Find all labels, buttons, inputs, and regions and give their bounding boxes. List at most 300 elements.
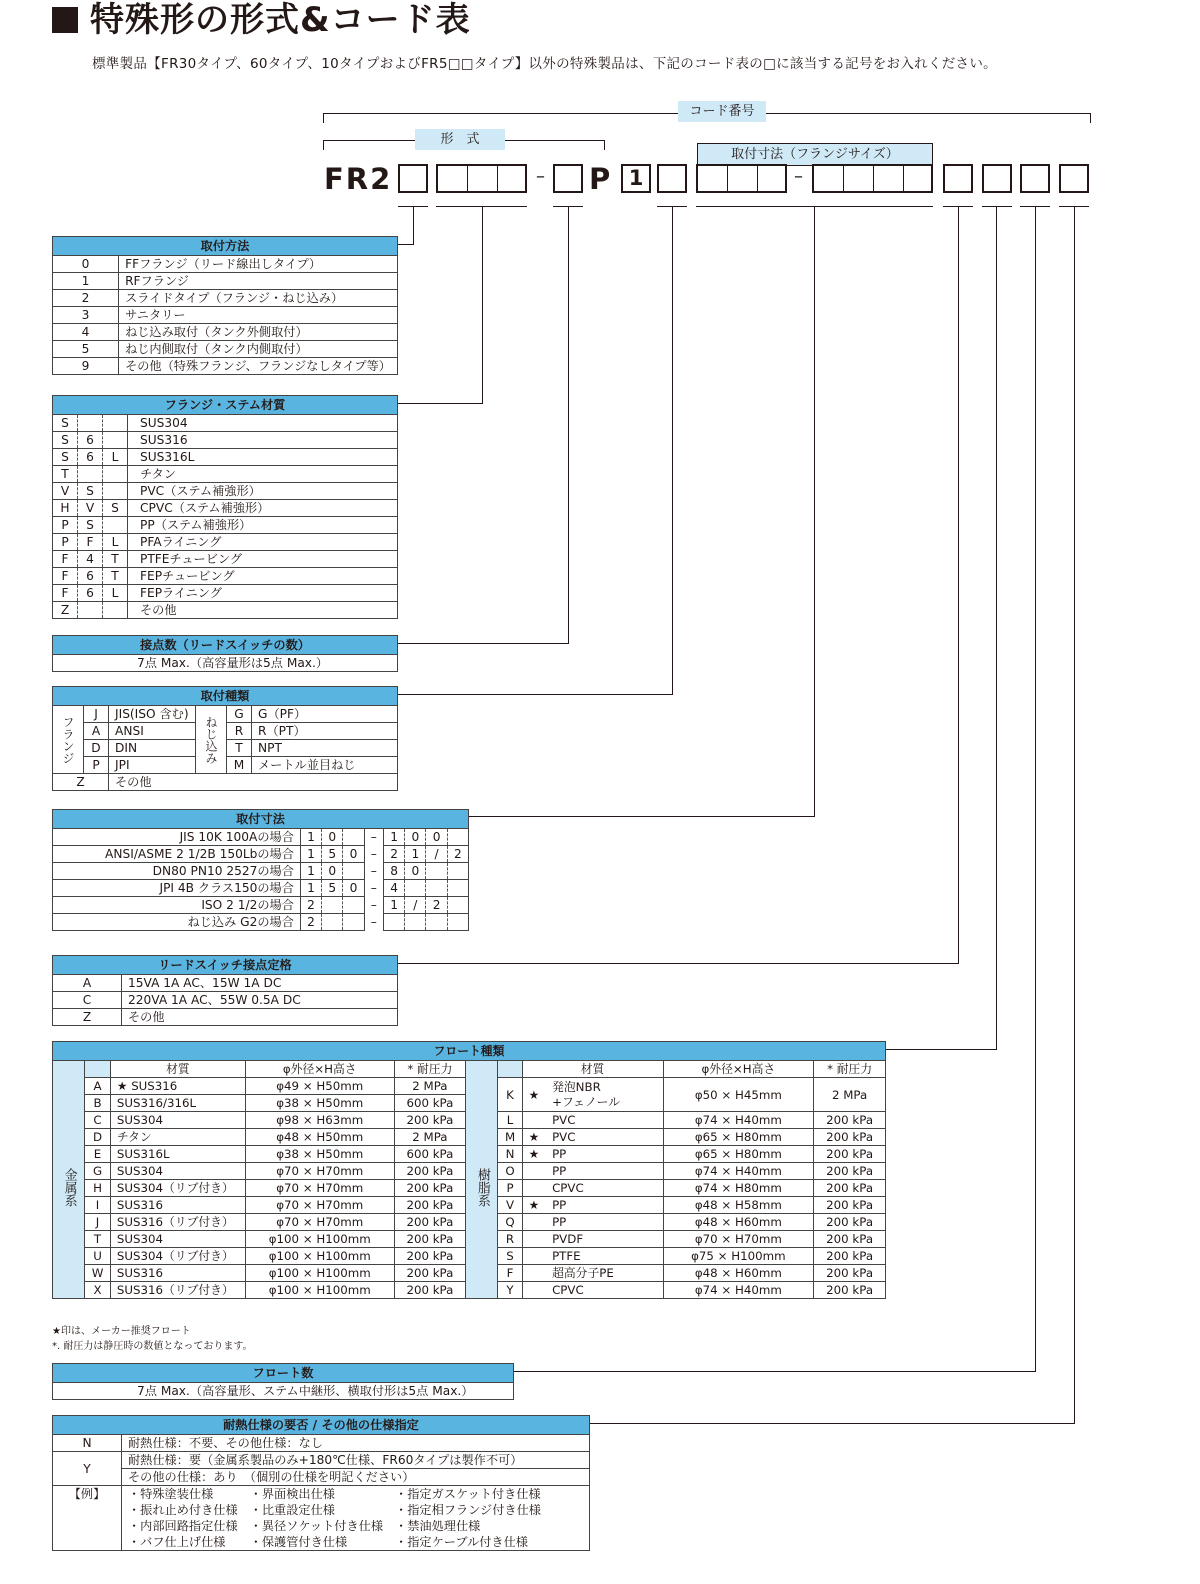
code-cell: Y bbox=[498, 1282, 522, 1299]
pres-cell: 200 kPa bbox=[394, 1282, 466, 1299]
code-cell bbox=[78, 602, 103, 619]
pres-cell: 200 kPa bbox=[394, 1265, 466, 1282]
table-row bbox=[53, 324, 398, 341]
dim-cell bbox=[426, 880, 447, 897]
desc-cell: その他 bbox=[109, 774, 398, 791]
metal-head-pad2 bbox=[85, 1061, 111, 1078]
desc-cell: RFフランジ bbox=[119, 273, 398, 290]
star-icon bbox=[522, 1282, 546, 1299]
dim-cell bbox=[447, 829, 468, 846]
header-size: φ外径×H高さ bbox=[663, 1061, 814, 1078]
code-cell: U bbox=[85, 1248, 111, 1265]
code-box-mount-method bbox=[398, 164, 428, 193]
table-row bbox=[53, 1009, 398, 1026]
desc-cell: G（PF） bbox=[252, 706, 398, 723]
code-cell: N bbox=[498, 1146, 522, 1163]
pres-cell: 200 kPa bbox=[394, 1214, 466, 1231]
code-cell: 6 bbox=[78, 585, 103, 602]
size-cell: φ38 × H50mm bbox=[245, 1146, 394, 1163]
example-item: ・指定ガスケット付き仕様 bbox=[389, 1486, 589, 1503]
size-cell: φ48 × H60mm bbox=[663, 1265, 814, 1282]
desc-cell: 15VA 1A AC、15W 1A DC bbox=[122, 975, 398, 992]
star-icon: ★ bbox=[522, 1197, 546, 1214]
code-box-dim-a bbox=[696, 164, 787, 193]
desc-cell: 耐熱仕様：要（金属系製品のみ+180℃仕様、FR60タイプは製作不可） bbox=[122, 1452, 590, 1469]
dim-cell bbox=[343, 914, 364, 931]
dim-cell: 5 bbox=[322, 880, 343, 897]
code-cell: 5 bbox=[53, 341, 119, 358]
dim-cell: 0 bbox=[405, 863, 426, 880]
dim-cell: 1 bbox=[300, 880, 321, 897]
code-cell: Z bbox=[53, 1009, 122, 1026]
size-cell: φ74 × H40mm bbox=[663, 1112, 814, 1129]
float-table bbox=[52, 1041, 886, 1299]
dim-cell: 1 bbox=[383, 897, 404, 914]
size-cell: φ100 × H100mm bbox=[245, 1265, 394, 1282]
mount-type-table bbox=[52, 686, 398, 791]
desc-cell: ねじ内側取付（タンク内側取付） bbox=[119, 341, 398, 358]
dim-cell: 0 bbox=[343, 846, 364, 863]
code-cell: G bbox=[227, 706, 252, 723]
conn-5v bbox=[814, 206, 815, 817]
code-cell: T bbox=[85, 1231, 111, 1248]
dim-cell bbox=[426, 914, 447, 931]
desc-cell: ねじ込み取付（タンク外側取付） bbox=[119, 324, 398, 341]
table-row bbox=[53, 517, 398, 534]
code-dash-1: – bbox=[536, 166, 545, 187]
desc-cell: R（PT） bbox=[252, 723, 398, 740]
code-cell: H bbox=[53, 500, 78, 517]
metal-group-label: 金属系 bbox=[53, 1078, 85, 1299]
table-row bbox=[53, 534, 398, 551]
form-bracket-right bbox=[604, 140, 605, 150]
size-cell: φ50 × H45mm bbox=[663, 1078, 814, 1112]
mount-dim-table bbox=[52, 809, 469, 931]
code-cell: Z bbox=[53, 602, 78, 619]
code-p-char: P bbox=[589, 162, 611, 196]
mat-cell: SUS316 bbox=[110, 1265, 245, 1282]
code-cell: F bbox=[78, 534, 103, 551]
code-box-contacts bbox=[553, 164, 583, 193]
mat-cell: SUS304 bbox=[110, 1112, 245, 1129]
desc-cell: DIN bbox=[109, 740, 196, 757]
code-cell: L bbox=[103, 449, 128, 466]
code-cell: Q bbox=[498, 1214, 522, 1231]
tick-7 bbox=[982, 206, 1012, 207]
mat-cell: PP bbox=[546, 1163, 663, 1180]
mount-dim-title: 取付寸法 bbox=[53, 810, 469, 829]
table-row bbox=[53, 466, 398, 483]
float-note-2: *. 耐圧力は静圧時の数値となっております。 bbox=[52, 1341, 253, 1352]
size-cell: φ48 × H60mm bbox=[663, 1214, 814, 1231]
dim-cell bbox=[405, 914, 426, 931]
code-cell: T bbox=[53, 466, 78, 483]
dim-cell: 2 bbox=[426, 897, 447, 914]
float-count-title: フロート数 bbox=[53, 1364, 514, 1383]
mat-cell: PVC bbox=[546, 1112, 663, 1129]
header-pressure: * 耐圧力 bbox=[394, 1061, 466, 1078]
desc-cell: PVC（ステム補強形） bbox=[128, 483, 398, 500]
desc-cell: SUS304 bbox=[128, 415, 398, 432]
code-cell: P bbox=[53, 517, 78, 534]
dim-cell: 1 bbox=[300, 829, 321, 846]
pres-cell: 200 kPa bbox=[814, 1112, 886, 1129]
dim-cell: 0 bbox=[426, 829, 447, 846]
dim-cell bbox=[447, 880, 468, 897]
dim-cell: 0 bbox=[405, 829, 426, 846]
code-cell: 4 bbox=[53, 324, 119, 341]
code-cell: E bbox=[85, 1146, 111, 1163]
table-row bbox=[53, 307, 398, 324]
desc-cell: JIS(ISO 含む) bbox=[109, 706, 196, 723]
dim-cell: 5 bbox=[322, 846, 343, 863]
dim-cell bbox=[447, 897, 468, 914]
mat-cell: +フェノール bbox=[552, 1094, 620, 1109]
dim-name: ANSI/ASME 2 1/2B 150Lbの場合 bbox=[53, 846, 301, 863]
size-cell: φ70 × H70mm bbox=[245, 1180, 394, 1197]
star-icon: ★ bbox=[522, 1129, 546, 1146]
code-cell: R bbox=[227, 723, 252, 740]
dim-name: JPI 4B クラス150の場合 bbox=[53, 880, 301, 897]
mat-cell: SUS304（リブ付き） bbox=[110, 1248, 245, 1265]
mat-cell: PVDF bbox=[546, 1231, 663, 1248]
dim-cell: / bbox=[405, 897, 426, 914]
code-box-dim-b bbox=[812, 164, 933, 193]
pres-cell: 600 kPa bbox=[394, 1095, 466, 1112]
mat-cell: 発泡NBR bbox=[552, 1079, 601, 1094]
intro-text: 標準製品【FR30タイプ、60タイプ、10タイプおよびFR5□□タイプ】以外の特殊製品は、下記のコード表の□に該当する記号をお入れください。 bbox=[92, 56, 997, 72]
dim-cell bbox=[426, 863, 447, 880]
contacts-table bbox=[52, 635, 398, 672]
size-cell: φ38 × H50mm bbox=[245, 1095, 394, 1112]
desc-cell: FEPライニング bbox=[128, 585, 398, 602]
code-cell: F bbox=[53, 568, 78, 585]
desc-cell: サニタリー bbox=[119, 307, 398, 324]
code-bracket-left bbox=[323, 113, 324, 123]
mat-cell: PVC bbox=[546, 1129, 663, 1146]
code-cell: B bbox=[85, 1095, 111, 1112]
code-cell bbox=[103, 483, 128, 500]
pres-cell: 200 kPa bbox=[394, 1231, 466, 1248]
star-icon bbox=[522, 1180, 546, 1197]
code-cell: F bbox=[53, 551, 78, 568]
title-square-icon bbox=[52, 7, 78, 33]
code-cell: A bbox=[85, 1078, 111, 1095]
resin-group-label: 樹脂系 bbox=[466, 1078, 498, 1299]
code-cell: S bbox=[498, 1248, 522, 1265]
code-number-label: コード番号 bbox=[678, 101, 766, 122]
size-cell: φ70 × H70mm bbox=[663, 1231, 814, 1248]
header-pressure: * 耐圧力 bbox=[814, 1061, 886, 1078]
dim-cell: 2 bbox=[300, 914, 321, 931]
code-cell: 6 bbox=[78, 432, 103, 449]
table-row bbox=[53, 880, 469, 897]
size-cell: φ65 × H80mm bbox=[663, 1146, 814, 1163]
code-cell: M bbox=[227, 757, 252, 774]
code-cell: T bbox=[227, 740, 252, 757]
table-row bbox=[53, 341, 398, 358]
dim-cell bbox=[383, 914, 404, 931]
code-cell: W bbox=[85, 1265, 111, 1282]
code-cell: L bbox=[498, 1112, 522, 1129]
code-cell bbox=[103, 602, 128, 619]
code-cell: S bbox=[53, 432, 78, 449]
dim-cell: 2 bbox=[383, 846, 404, 863]
code-cell: C bbox=[85, 1112, 111, 1129]
example-item: ・界面検出仕様 bbox=[249, 1487, 335, 1501]
conn-5h bbox=[469, 816, 815, 817]
table-row bbox=[53, 975, 398, 992]
resin-head-pad bbox=[466, 1061, 498, 1078]
size-cell: φ98 × H63mm bbox=[245, 1112, 394, 1129]
size-cell: φ70 × H70mm bbox=[245, 1197, 394, 1214]
pres-cell: 200 kPa bbox=[394, 1163, 466, 1180]
metal-head-pad bbox=[53, 1061, 85, 1078]
example-item: ・指定相フランジ付き仕様 bbox=[389, 1502, 589, 1518]
conn-1h bbox=[398, 244, 414, 245]
dim-cell: 2 bbox=[300, 897, 321, 914]
code-prefix: FR2 bbox=[324, 162, 393, 196]
code-cell: 9 bbox=[53, 358, 119, 375]
table-row bbox=[53, 863, 469, 880]
code-cell: L bbox=[103, 585, 128, 602]
table-row bbox=[53, 290, 398, 307]
code-cell bbox=[103, 466, 128, 483]
pres-cell: 200 kPa bbox=[394, 1112, 466, 1129]
size-cell: φ100 × H100mm bbox=[245, 1248, 394, 1265]
header-material: 材質 bbox=[110, 1061, 245, 1078]
mat-cell: SUS304 bbox=[110, 1163, 245, 1180]
dim-cell: 1 bbox=[300, 846, 321, 863]
conn-1v bbox=[413, 206, 414, 245]
table-row bbox=[53, 358, 398, 375]
mat-cell: SUS304 bbox=[110, 1231, 245, 1248]
code-cell: J bbox=[85, 1214, 111, 1231]
example-item: ・振れ止め付き仕様 bbox=[128, 1503, 238, 1517]
pres-cell: 200 kPa bbox=[814, 1163, 886, 1180]
desc-cell: PFAライニング bbox=[128, 534, 398, 551]
example-item: ・特殊塗装仕様 bbox=[128, 1487, 214, 1501]
code-cell: L bbox=[103, 534, 128, 551]
code-cell: I bbox=[85, 1197, 111, 1214]
desc-cell: ANSI bbox=[109, 723, 196, 740]
code-cell bbox=[103, 432, 128, 449]
mat-cell: SUS316 bbox=[131, 1079, 178, 1093]
table-row bbox=[53, 500, 398, 517]
desc-cell: メートル並目ねじ bbox=[252, 757, 398, 774]
star-icon bbox=[522, 1163, 546, 1180]
dim-name: ISO 2 1/2の場合 bbox=[53, 897, 301, 914]
mat-cell: SUS304（リブ付き） bbox=[110, 1180, 245, 1197]
heat-title: 耐熱仕様の要否 / その他の仕様指定 bbox=[53, 1416, 590, 1435]
flange-size-label: 取付寸法（フランジサイズ） bbox=[697, 143, 933, 166]
conn-2h bbox=[398, 403, 483, 404]
dim-cell: 4 bbox=[383, 880, 404, 897]
desc-cell: 220VA 1A AC、55W 0.5A DC bbox=[122, 992, 398, 1009]
example-item: ・保護管付き仕様 bbox=[244, 1534, 389, 1551]
desc-cell: その他（特殊フランジ、フランジなしタイプ等） bbox=[119, 358, 398, 375]
dim-dash: – bbox=[364, 914, 383, 931]
size-cell: φ48 × H58mm bbox=[663, 1197, 814, 1214]
table-row bbox=[53, 273, 398, 290]
code-cell: 3 bbox=[53, 307, 119, 324]
table-row bbox=[53, 483, 398, 500]
desc-cell: FFフランジ（リード線出しタイプ） bbox=[119, 256, 398, 273]
star-icon bbox=[522, 1265, 546, 1282]
code-cell: Y bbox=[53, 1452, 122, 1486]
code-cell: 6 bbox=[78, 568, 103, 585]
material-title: フランジ・ステム材質 bbox=[53, 396, 398, 415]
code-cell: T bbox=[103, 551, 128, 568]
star-icon bbox=[522, 1231, 546, 1248]
dim-cell: 8 bbox=[383, 863, 404, 880]
example-item: ・内部回路指定仕様 bbox=[128, 1519, 238, 1533]
code-cell: R bbox=[498, 1231, 522, 1248]
code-cell: A bbox=[84, 723, 109, 740]
example-item: ・禁油処理仕様 bbox=[389, 1518, 589, 1534]
code-cell: S bbox=[78, 483, 103, 500]
dim-cell: 0 bbox=[322, 863, 343, 880]
desc-cell: PP（ステム補強形） bbox=[128, 517, 398, 534]
float-title: フロート種類 bbox=[53, 1042, 886, 1061]
code-cell: T bbox=[103, 568, 128, 585]
dim-cell bbox=[447, 863, 468, 880]
desc-cell: その他の仕様：あり （個別の仕様を明記ください） bbox=[122, 1469, 590, 1486]
code-cell: C bbox=[53, 992, 122, 1009]
table-row bbox=[53, 256, 398, 273]
size-cell: φ74 × H80mm bbox=[663, 1180, 814, 1197]
pres-cell: 200 kPa bbox=[814, 1180, 886, 1197]
pres-cell: 200 kPa bbox=[814, 1265, 886, 1282]
conn-4v bbox=[672, 206, 673, 695]
code-cell: X bbox=[85, 1282, 111, 1299]
mat-cell: SUS316L bbox=[110, 1146, 245, 1163]
code-cell: V bbox=[78, 500, 103, 517]
example-item: ・指定ケーブル付き仕様 bbox=[389, 1534, 589, 1551]
code-cell: V bbox=[53, 483, 78, 500]
float-count-table bbox=[52, 1363, 514, 1400]
code-bracket-right bbox=[1090, 113, 1091, 123]
conn-3h bbox=[398, 643, 569, 644]
star-icon bbox=[522, 1112, 546, 1129]
table-row bbox=[53, 449, 398, 466]
code-cell: H bbox=[85, 1180, 111, 1197]
code-cell: O bbox=[498, 1163, 522, 1180]
page-title-text: 特殊形の形式&コード表 bbox=[90, 0, 471, 40]
dim-cell bbox=[405, 880, 426, 897]
code-box-float-type bbox=[982, 164, 1012, 193]
pres-cell: 2 MPa bbox=[394, 1129, 466, 1146]
code-cell: P bbox=[498, 1180, 522, 1197]
code-one-box: 1 bbox=[621, 164, 651, 193]
header-material: 材質 bbox=[522, 1061, 663, 1078]
form-bracket-left bbox=[323, 140, 324, 150]
size-cell: φ74 × H40mm bbox=[663, 1282, 814, 1299]
mat-cell: 超高分子PE bbox=[546, 1265, 663, 1282]
contacts-text: 7点 Max.（高容量形は5点 Max.） bbox=[53, 655, 398, 672]
desc-cell: JPI bbox=[109, 757, 196, 774]
mat-cell: CPVC bbox=[546, 1282, 663, 1299]
code-cell: S bbox=[53, 415, 78, 432]
desc-cell: SUS316 bbox=[128, 432, 398, 449]
pres-cell: 200 kPa bbox=[814, 1282, 886, 1299]
pres-cell: 200 kPa bbox=[814, 1214, 886, 1231]
conn-8v bbox=[1035, 206, 1036, 1372]
form-label: 形 式 bbox=[415, 129, 505, 150]
desc-cell: NPT bbox=[252, 740, 398, 757]
mount-method-title: 取付方法 bbox=[53, 237, 398, 256]
code-cell: 0 bbox=[53, 256, 119, 273]
conn-6h bbox=[398, 963, 959, 964]
table-row bbox=[53, 846, 469, 863]
size-cell: φ74 × H40mm bbox=[663, 1163, 814, 1180]
table-row bbox=[53, 914, 469, 931]
code-cell: S bbox=[103, 500, 128, 517]
heat-table bbox=[52, 1415, 590, 1551]
pres-cell: 200 kPa bbox=[814, 1129, 886, 1146]
mat-cell: PP bbox=[546, 1214, 663, 1231]
size-cell: φ49 × H50mm bbox=[245, 1078, 394, 1095]
header-size: φ外径×H高さ bbox=[245, 1061, 394, 1078]
dim-cell: 1 bbox=[383, 829, 404, 846]
pres-cell: 2 MPa bbox=[394, 1078, 466, 1095]
code-cell: 1 bbox=[53, 273, 119, 290]
code-cell: M bbox=[498, 1129, 522, 1146]
code-cell bbox=[103, 517, 128, 534]
pres-cell: 200 kPa bbox=[394, 1197, 466, 1214]
dim-name: JIS 10K 100Aの場合 bbox=[53, 829, 301, 846]
code-cell: 2 bbox=[53, 290, 119, 307]
star-icon bbox=[522, 1214, 546, 1231]
dim-dash: – bbox=[364, 863, 383, 880]
pres-cell: 200 kPa bbox=[814, 1197, 886, 1214]
conn-2v bbox=[482, 206, 483, 404]
code-cell: 6 bbox=[78, 449, 103, 466]
mat-cell: CPVC bbox=[546, 1180, 663, 1197]
table-row bbox=[53, 897, 469, 914]
dim-name: ねじ込み G2の場合 bbox=[53, 914, 301, 931]
mount-method-table bbox=[52, 236, 398, 375]
example-item: ・異径ソケット付き仕様 bbox=[249, 1519, 384, 1533]
code-cell: F bbox=[498, 1265, 522, 1282]
dim-cell: 2 bbox=[447, 846, 468, 863]
desc-cell: チタン bbox=[128, 466, 398, 483]
pres-cell: 600 kPa bbox=[394, 1146, 466, 1163]
size-cell: φ100 × H100mm bbox=[245, 1282, 394, 1299]
conn-9h bbox=[590, 1423, 1075, 1424]
desc-cell: CPVC（ステム補強形） bbox=[128, 500, 398, 517]
code-cell bbox=[103, 415, 128, 432]
pres-cell: 200 kPa bbox=[394, 1180, 466, 1197]
mat-cell: PP bbox=[546, 1146, 663, 1163]
dim-cell bbox=[343, 863, 364, 880]
pres-cell: 200 kPa bbox=[814, 1231, 886, 1248]
material-table bbox=[52, 395, 398, 619]
dim-dash: – bbox=[364, 829, 383, 846]
code-box-rating bbox=[943, 164, 973, 193]
desc-cell: スライドタイプ（フランジ・ねじ込み） bbox=[119, 290, 398, 307]
code-box-mount-type bbox=[657, 164, 687, 193]
page-title bbox=[52, 0, 471, 40]
dim-cell bbox=[343, 897, 364, 914]
float-count-text: 7点 Max.（高容量形、ステム中継形、横取付形は5点 Max.） bbox=[53, 1383, 514, 1400]
conn-7h bbox=[886, 1049, 997, 1050]
mat-cell: SUS316（リブ付き） bbox=[110, 1214, 245, 1231]
code-cell: 4 bbox=[78, 551, 103, 568]
pres-cell: 200 kPa bbox=[814, 1146, 886, 1163]
float-note-1: ★印は、メーカー推奨フロート bbox=[52, 1326, 191, 1337]
conn-9v bbox=[1074, 206, 1075, 1424]
